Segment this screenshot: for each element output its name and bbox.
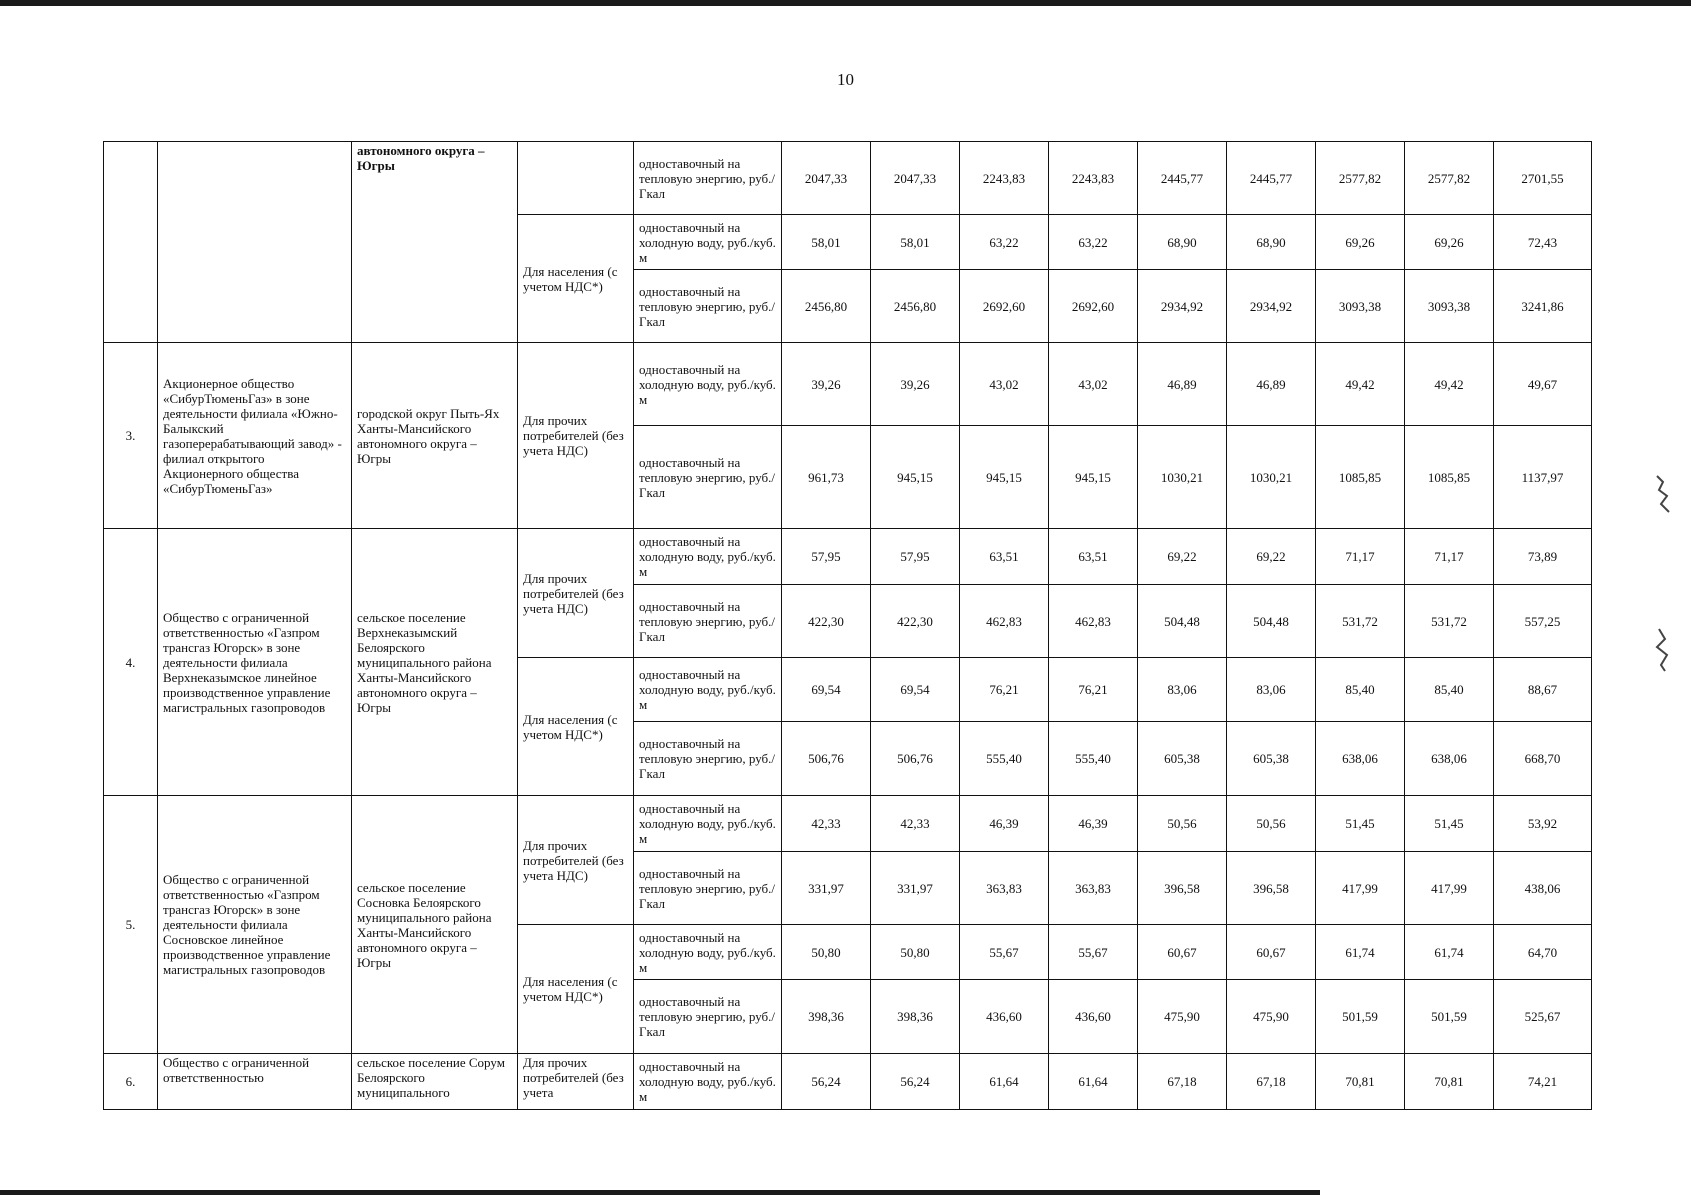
table-cell-num: 506,76 (871, 722, 960, 796)
table-cell-cat: Для прочих потребителей (без учета НДС) (518, 343, 634, 529)
table-row (104, 796, 1592, 852)
table-cell-num: 50,80 (871, 925, 960, 980)
table-cell-num: 2243,83 (960, 142, 1049, 215)
table-cell-num: 83,06 (1138, 658, 1227, 722)
table-cell-num: 438,06 (1494, 852, 1592, 925)
table-cell-num: 70,81 (1316, 1054, 1405, 1110)
table-cell-num: 61,64 (960, 1054, 1049, 1110)
table-cell-org: Общество с ограниченной ответственностью «Газпром трансгаз Югорск» в зоне деятельности филиала Верхнеказымское линейное производственное управление магистральных газопроводов (158, 529, 352, 796)
table-cell-area: сельское поселение Сосновка Белоярского муниципального района Ханты-Мансийского автономного округа – Югры (352, 796, 518, 1054)
table-cell-desc: одноставочный на холодную воду, руб./куб. м (634, 1054, 782, 1110)
table-cell-num: 396,58 (1138, 852, 1227, 925)
table-cell-num: 61,74 (1316, 925, 1405, 980)
page-number: 10 (837, 70, 854, 89)
table-cell-num: 436,60 (1049, 980, 1138, 1054)
table-cell-num: 475,90 (1138, 980, 1227, 1054)
table-cell-num: 531,72 (1405, 585, 1494, 658)
table-cell-num: 55,67 (1049, 925, 1138, 980)
table-cell-num: 42,33 (871, 796, 960, 852)
table-cell-desc: одноставочный на тепловую энергию, руб./ Гкал (634, 980, 782, 1054)
scan-noise-mark (1649, 470, 1679, 520)
table-cell-desc: одноставочный на холодную воду, руб./куб. м (634, 658, 782, 722)
table-cell-num: 331,97 (871, 852, 960, 925)
tariff-table-body (104, 142, 1592, 1110)
table-row (104, 343, 1592, 426)
table-cell-num: 2701,55 (1494, 142, 1592, 215)
table-cell-num: 605,38 (1227, 722, 1316, 796)
table-cell-num: 60,67 (1227, 925, 1316, 980)
table-cell-cat: Для населения (с учетом НДС*) (518, 925, 634, 1054)
table-cell-org: Акционерное общество «СибурТюменьГаз» в зоне деятельности филиала «Южно-Балыкский газоперерабатывающий завод» - филиал открытого Акционерного общества «СибурТюменьГаз» (158, 343, 352, 529)
table-cell-num: 3241,86 (1494, 270, 1592, 343)
table-cell-num: 1137,97 (1494, 426, 1592, 529)
table-cell-num: 72,43 (1494, 215, 1592, 270)
table-cell-num: 668,70 (1494, 722, 1592, 796)
table-row (104, 1054, 1592, 1110)
table-cell-idx: 5. (104, 796, 158, 1054)
table-cell-num: 504,48 (1227, 585, 1316, 658)
table-cell-num: 2577,82 (1316, 142, 1405, 215)
table-cell-num: 506,76 (782, 722, 871, 796)
scan-noise-mark (1649, 625, 1679, 675)
table-cell-num: 63,22 (1049, 215, 1138, 270)
table-cell-num: 63,51 (1049, 529, 1138, 585)
table-cell-num: 398,36 (782, 980, 871, 1054)
table-cell-num: 60,67 (1138, 925, 1227, 980)
table-cell-area: сельское поселение Верхнеказымский Белоярского муниципального района Ханты-Мансийского автономного округа – Югры (352, 529, 518, 796)
table-cell-num: 46,39 (960, 796, 1049, 852)
table-cell-num: 50,80 (782, 925, 871, 980)
table-cell-num: 2692,60 (960, 270, 1049, 343)
table-cell-desc: одноставочный на холодную воду, руб./куб. м (634, 925, 782, 980)
table-cell-num: 363,83 (1049, 852, 1138, 925)
table-cell-num: 1030,21 (1138, 426, 1227, 529)
table-cell-num: 945,15 (960, 426, 1049, 529)
table-cell-num: 63,51 (960, 529, 1049, 585)
table-cell-num: 422,30 (871, 585, 960, 658)
table-cell-num: 436,60 (960, 980, 1049, 1054)
table-cell-org: Общество с ограниченной ответственностью (158, 1054, 352, 1110)
scan-top-border (0, 0, 1691, 6)
table-cell-desc: одноставочный на холодную воду, руб./куб. м (634, 215, 782, 270)
table-cell-num: 961,73 (782, 426, 871, 529)
table-cell-num: 64,70 (1494, 925, 1592, 980)
table-cell-num: 69,22 (1227, 529, 1316, 585)
table-cell-num: 76,21 (1049, 658, 1138, 722)
table-cell-num: 417,99 (1405, 852, 1494, 925)
table-cell-num: 68,90 (1138, 215, 1227, 270)
table-cell-num: 71,17 (1316, 529, 1405, 585)
table-cell-cat: Для прочих потребителей (без учета (518, 1054, 634, 1110)
table-cell-num: 70,81 (1405, 1054, 1494, 1110)
table-cell-num: 501,59 (1316, 980, 1405, 1054)
table-cell-area: городской округ Пыть-Ях Ханты-Мансийского автономного округа – Югры (352, 343, 518, 529)
table-cell-num: 396,58 (1227, 852, 1316, 925)
table-cell-num: 2934,92 (1138, 270, 1227, 343)
table-cell-num: 1030,21 (1227, 426, 1316, 529)
table-cell-num: 2047,33 (871, 142, 960, 215)
table-cell-num: 531,72 (1316, 585, 1405, 658)
table-cell-num: 57,95 (871, 529, 960, 585)
table-cell-cat (518, 142, 634, 215)
table-cell-num: 85,40 (1316, 658, 1405, 722)
table-cell-cat: Для населения (с учетом НДС*) (518, 658, 634, 796)
table-cell-num: 88,67 (1494, 658, 1592, 722)
tariff-table (103, 141, 1592, 1110)
table-cell-desc: одноставочный на тепловую энергию, руб./ Гкал (634, 722, 782, 796)
table-cell-num: 555,40 (960, 722, 1049, 796)
table-cell-num: 74,21 (1494, 1054, 1592, 1110)
table-cell-num: 2445,77 (1227, 142, 1316, 215)
table-cell-num: 69,26 (1405, 215, 1494, 270)
table-cell-desc: одноставочный на тепловую энергию, руб./ Гкал (634, 142, 782, 215)
table-cell-org: Общество с ограниченной ответственностью «Газпром трансгаз Югорск» в зоне деятельности филиала Сосновское линейное производственное управление магистральных газопроводов (158, 796, 352, 1054)
table-cell-num: 462,83 (1049, 585, 1138, 658)
table-cell-num: 61,74 (1405, 925, 1494, 980)
table-cell-num: 501,59 (1405, 980, 1494, 1054)
table-cell-num: 73,89 (1494, 529, 1592, 585)
table-cell-num: 2934,92 (1227, 270, 1316, 343)
table-cell-num: 69,26 (1316, 215, 1405, 270)
table-cell-num: 43,02 (960, 343, 1049, 426)
table-cell-num: 1085,85 (1405, 426, 1494, 529)
table-cell-area: сельское поселение Сорум Белоярского муниципального (352, 1054, 518, 1110)
table-cell-idx (104, 142, 158, 343)
table-cell-num: 67,18 (1227, 1054, 1316, 1110)
table-cell-num: 50,56 (1227, 796, 1316, 852)
table-cell-num: 525,67 (1494, 980, 1592, 1054)
table-cell-num: 49,42 (1316, 343, 1405, 426)
table-cell-num: 53,92 (1494, 796, 1592, 852)
table-cell-num: 475,90 (1227, 980, 1316, 1054)
table-cell-num: 39,26 (871, 343, 960, 426)
table-cell-cat: Для прочих потребителей (без учета НДС) (518, 796, 634, 925)
table-cell-num: 49,42 (1405, 343, 1494, 426)
table-cell-num: 2047,33 (782, 142, 871, 215)
table-cell-num: 945,15 (1049, 426, 1138, 529)
table-cell-num: 2456,80 (782, 270, 871, 343)
table-cell-desc: одноставочный на тепловую энергию, руб./ Гкал (634, 585, 782, 658)
table-cell-num: 49,67 (1494, 343, 1592, 426)
table-cell-num: 58,01 (782, 215, 871, 270)
table-cell-num: 69,54 (782, 658, 871, 722)
table-cell-idx: 4. (104, 529, 158, 796)
table-cell-cat: Для прочих потребителей (без учета НДС) (518, 529, 634, 658)
table-cell-num: 71,17 (1405, 529, 1494, 585)
table-cell-desc: одноставочный на тепловую энергию, руб./ Гкал (634, 852, 782, 925)
table-cell-num: 1085,85 (1316, 426, 1405, 529)
table-cell-num: 55,67 (960, 925, 1049, 980)
table-cell-num: 555,40 (1049, 722, 1138, 796)
table-cell-num: 69,54 (871, 658, 960, 722)
table-cell-num: 85,40 (1405, 658, 1494, 722)
table-cell-num: 2577,82 (1405, 142, 1494, 215)
table-cell-num: 462,83 (960, 585, 1049, 658)
table-cell-desc: одноставочный на холодную воду, руб./куб. м (634, 796, 782, 852)
table-cell-num: 2243,83 (1049, 142, 1138, 215)
table-cell-num: 3093,38 (1405, 270, 1494, 343)
table-cell-num: 56,24 (782, 1054, 871, 1110)
table-cell-desc: одноставочный на холодную воду, руб./куб. м (634, 529, 782, 585)
table-cell-num: 67,18 (1138, 1054, 1227, 1110)
table-cell-num: 331,97 (782, 852, 871, 925)
table-cell-num: 2445,77 (1138, 142, 1227, 215)
table-cell-num: 58,01 (871, 215, 960, 270)
table-cell-num: 422,30 (782, 585, 871, 658)
table-cell-num: 605,38 (1138, 722, 1227, 796)
table-cell-num: 46,39 (1049, 796, 1138, 852)
table-cell-area: автономного округа – Югры (352, 142, 518, 343)
table-cell-num: 61,64 (1049, 1054, 1138, 1110)
table-cell-idx: 6. (104, 1054, 158, 1110)
table-cell-cat: Для населения (с учетом НДС*) (518, 215, 634, 343)
scan-bottom-border (0, 1190, 1320, 1195)
table-cell-desc: одноставочный на тепловую энергию, руб./ Гкал (634, 270, 782, 343)
table-cell-num: 945,15 (871, 426, 960, 529)
table-cell-num: 50,56 (1138, 796, 1227, 852)
table-cell-num: 398,36 (871, 980, 960, 1054)
table-cell-num: 46,89 (1227, 343, 1316, 426)
table-cell-num: 2456,80 (871, 270, 960, 343)
table-cell-idx: 3. (104, 343, 158, 529)
table-cell-num: 63,22 (960, 215, 1049, 270)
table-cell-num: 39,26 (782, 343, 871, 426)
table-cell-desc: одноставочный на холодную воду, руб./куб. м (634, 343, 782, 426)
table-cell-num: 3093,38 (1316, 270, 1405, 343)
table-cell-desc: одноставочный на тепловую энергию, руб./ Гкал (634, 426, 782, 529)
table-cell-num: 46,89 (1138, 343, 1227, 426)
table-cell-num: 51,45 (1405, 796, 1494, 852)
table-cell-org (158, 142, 352, 343)
table-cell-num: 51,45 (1316, 796, 1405, 852)
table-cell-num: 57,95 (782, 529, 871, 585)
table-row (104, 529, 1592, 585)
table-cell-num: 69,22 (1138, 529, 1227, 585)
table-cell-num: 557,25 (1494, 585, 1592, 658)
table-cell-num: 638,06 (1316, 722, 1405, 796)
table-cell-num: 504,48 (1138, 585, 1227, 658)
table-cell-num: 56,24 (871, 1054, 960, 1110)
table-cell-num: 68,90 (1227, 215, 1316, 270)
table-cell-num: 76,21 (960, 658, 1049, 722)
table-cell-num: 42,33 (782, 796, 871, 852)
table-cell-num: 2692,60 (1049, 270, 1138, 343)
table-row (104, 142, 1592, 215)
table-cell-num: 363,83 (960, 852, 1049, 925)
table-cell-num: 43,02 (1049, 343, 1138, 426)
table-cell-num: 417,99 (1316, 852, 1405, 925)
table-cell-num: 638,06 (1405, 722, 1494, 796)
table-cell-num: 83,06 (1227, 658, 1316, 722)
